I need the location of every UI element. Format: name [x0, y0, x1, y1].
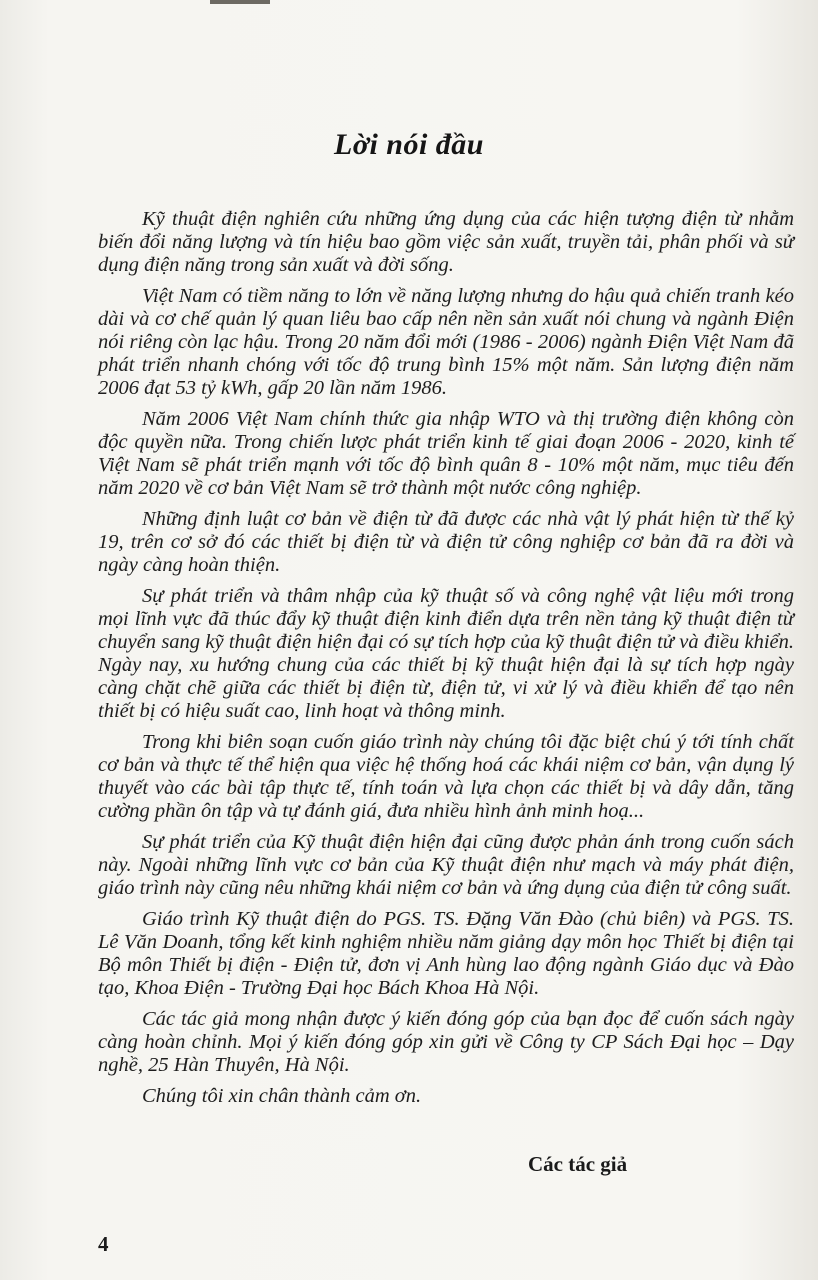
paragraph-2: Việt Nam có tiềm năng to lớn về năng lượng nhưng do hậu quả chiến tranh kéo dài và cơ chế quản lý quan liêu bao cấp nên nền sản xuất nói chung và ngành Điện nói riêng còn lạc hậu. Trong 20 năm đổi mới (1986 - 2006) ngành Điện Việt Nam đã phát triển nhanh chóng với tốc độ trung bình 15% một năm. Sản lượng điện năm 2006 đạt 53 tỷ kWh, gấp 20 lần năm 1986.: [98, 285, 794, 399]
paragraph-4: Những định luật cơ bản về điện từ đã được các nhà vật lý phát hiện từ thế kỷ 19, trên cơ sở đó các thiết bị điện từ và điện tử công nghiệp cơ bản đã ra đời và ngày càng hoàn thiện.: [98, 508, 794, 576]
paragraph-1: Kỹ thuật điện nghiên cứu những ứng dụng của các hiện tượng điện từ nhằm biến đổi năng lượng và tín hiệu bao gồm việc sản xuất, truyền tải, phân phối và sử dụng điện năng trong sản xuất và đời sống.: [98, 208, 794, 276]
page-edge-shadow: [210, 0, 270, 4]
author-signature: Các tác giả: [528, 1152, 628, 1176]
paragraph-8: Giáo trình Kỹ thuật điện do PGS. TS. Đặng Văn Đào (chủ biên) và PGS. TS. Lê Văn Doanh, tổng kết kinh nghiệm nhiều năm giảng dạy môn học Thiết bị điện tại Bộ môn Thiết bị điện - Điện tử, đơn vị Anh hùng lao động ngành Giáo dục và Đào tạo, Khoa Điện - Trường Đại học Bách Khoa Hà Nội.: [98, 908, 794, 999]
paragraph-5: Sự phát triển và thâm nhập của kỹ thuật số và công nghệ vật liệu mới trong mọi lĩnh vực đã thúc đẩy kỹ thuật điện kinh điển dựa trên nền tảng kỹ thuật điện từ chuyển sang kỹ thuật điện hiện đại có sự tích hợp của kỹ thuật điện tử và điều khiển. Ngày nay, xu hướng chung của các thiết bị kỹ thuật hiện đại là sự tích hợp ngày càng chặt chẽ giữa các thiết bị điện từ, điện tử, vi xử lý và điều khiển để tạo nên thiết bị có hiệu suất cao, linh hoạt và thông minh.: [98, 585, 794, 722]
paragraph-9: Các tác giả mong nhận được ý kiến đóng góp của bạn đọc để cuốn sách ngày càng hoàn chỉnh. Mọi ý kiến đóng góp xin gửi về Công ty CP Sách Đại học – Dạy nghề, 25 Hàn Thuyên, Hà Nội.: [98, 1008, 794, 1076]
preface-body: [98, 208, 794, 1116]
paragraph-7: Sự phát triển của Kỹ thuật điện hiện đại cũng được phản ánh trong cuốn sách này. Ngoài những lĩnh vực cơ bản của Kỹ thuật điện như mạch và máy phát điện, giáo trình này cũng nêu những khái niệm cơ bản và ứng dụng của điện tử công suất.: [98, 831, 794, 899]
paragraph-3: Năm 2006 Việt Nam chính thức gia nhập WTO và thị trường điện không còn độc quyền nữa. Trong chiến lược phát triển kinh tế giai đoạn 2006 - 2020, kinh tế Việt Nam sẽ phát triển mạnh với tốc độ bình quân 8 - 10% một năm, mục tiêu đến năm 2020 về cơ bản Việt Nam sẽ trở thành một nước công nghiệp.: [98, 408, 794, 499]
paragraph-10: Chúng tôi xin chân thành cảm ơn.: [142, 1085, 422, 1107]
paragraph-6: Trong khi biên soạn cuốn giáo trình này chúng tôi đặc biệt chú ý tới tính chất cơ bản và thực tế thể hiện qua việc hệ thống hoá các khái niệm cơ bản, vận dụng lý thuyết vào các bài tập thực tế, tính toán và lựa chọn các thiết bị và dây dẫn, tăng cường phần ôn tập và tự đánh giá, đưa nhiều hình ảnh minh hoạ...: [98, 731, 794, 822]
page-title: Lời nói đầu: [334, 128, 484, 161]
page-number: 4: [98, 1232, 109, 1256]
